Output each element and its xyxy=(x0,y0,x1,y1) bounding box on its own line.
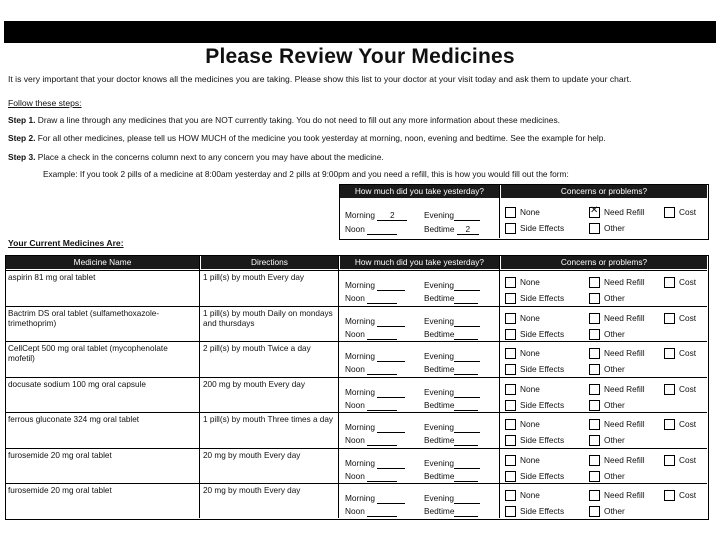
bedtime-field xyxy=(424,506,478,517)
evening-field xyxy=(424,458,480,469)
cost-checkbox[interactable] xyxy=(664,277,675,288)
bedtime-label: Bedtime xyxy=(424,470,455,481)
none-checkbox[interactable] xyxy=(505,419,516,430)
side-effects-label: Side Effects xyxy=(520,293,565,303)
example-concerns-header: Concerns or problems? xyxy=(501,185,707,198)
evening-label: Evening xyxy=(424,457,454,468)
none-label: None xyxy=(520,277,540,287)
need-refill-label: Need Refill xyxy=(604,454,645,465)
morning-input[interactable] xyxy=(377,422,405,433)
column-divider xyxy=(199,256,200,518)
other-label: Other xyxy=(604,435,625,445)
step-text: Draw a line through any medicines that you are NOT currently taking. You do not need to fill out any more information about these medicines. xyxy=(37,115,560,125)
none-checkbox[interactable] xyxy=(505,384,516,395)
other-checkbox[interactable] xyxy=(589,329,600,340)
bedtime-input[interactable] xyxy=(454,364,478,375)
bedtime-field xyxy=(424,435,478,446)
row-divider xyxy=(6,377,707,378)
example-bedtime xyxy=(424,224,479,235)
example-bedtime-label: Bedtime xyxy=(424,224,455,234)
step-text: Place a check in the concerns column next to any concern you may have about the medicine. xyxy=(37,152,384,162)
noon-field xyxy=(345,506,397,517)
morning-input[interactable] xyxy=(377,493,405,504)
cost-label: Cost xyxy=(679,348,697,358)
example-none-label: None xyxy=(520,207,540,217)
evening-label: Evening xyxy=(424,315,454,326)
noon-input[interactable] xyxy=(367,293,397,304)
evening-field xyxy=(424,351,480,362)
row-divider xyxy=(6,306,707,307)
none-checkbox[interactable] xyxy=(505,455,516,466)
step-1 xyxy=(8,115,560,125)
noon-input[interactable] xyxy=(367,506,397,517)
noon-input[interactable] xyxy=(367,435,397,446)
evening-input[interactable] xyxy=(454,493,480,504)
evening-label: Evening xyxy=(424,422,454,432)
medicine-name: docusate sodium 100 mg oral capsule xyxy=(8,379,146,389)
evening-field xyxy=(424,387,480,398)
other-checkbox[interactable] xyxy=(589,435,600,446)
morning-label: Morning xyxy=(345,315,375,326)
column-divider xyxy=(499,256,500,518)
evening-label: Evening xyxy=(424,280,454,290)
medicine-directions: 1 pill(s) by mouth Daily on mondays and thursdays xyxy=(203,308,333,328)
step-text: For all other medicines, please tell us HOW MUCH of the medicine you took yesterday at morning, noon, evening and bedtime. See the example for help. xyxy=(37,133,606,143)
row-divider xyxy=(6,341,707,342)
bedtime-input[interactable] xyxy=(454,329,478,340)
none-label: None xyxy=(520,348,540,358)
evening-input[interactable] xyxy=(454,351,480,362)
noon-input[interactable] xyxy=(367,329,397,340)
other-label: Other xyxy=(604,470,625,481)
example-morning-label: Morning xyxy=(345,210,375,220)
bedtime-field xyxy=(424,293,478,304)
current-medicines-title: Your Current Medicines Are: xyxy=(8,238,124,248)
other-checkbox[interactable] xyxy=(589,293,600,304)
morning-label: Morning xyxy=(345,386,375,397)
morning-label: Morning xyxy=(345,457,375,468)
noon-label: Noon xyxy=(345,399,365,410)
other-label: Other xyxy=(604,293,625,303)
example-need-refill-checkbox[interactable] xyxy=(589,207,600,218)
need-refill-label: Need Refill xyxy=(604,348,645,358)
morning-field xyxy=(345,493,405,504)
bedtime-input[interactable] xyxy=(454,506,478,517)
cost-label: Cost xyxy=(679,454,697,465)
evening-field xyxy=(424,280,480,291)
example-how-much-header: How much did you take yesterday? xyxy=(340,185,499,198)
noon-input[interactable] xyxy=(367,364,397,375)
header-concerns: Concerns or problems? xyxy=(501,256,707,269)
cost-checkbox[interactable] xyxy=(664,313,675,324)
medicine-name: Bactrim DS oral tablet (sulfamethoxazole-trimethoprim) xyxy=(8,308,160,328)
need-refill-label: Need Refill xyxy=(604,490,645,500)
cost-checkbox[interactable] xyxy=(664,384,675,395)
medicine-directions: 1 pill(s) by mouth Every day xyxy=(203,273,305,282)
medicine-name: furosemide 20 mg oral tablet xyxy=(8,450,112,460)
other-checkbox[interactable] xyxy=(589,400,600,411)
cost-label: Cost xyxy=(679,312,697,323)
noon-label: Noon xyxy=(345,328,365,339)
side-effects-label: Side Effects xyxy=(520,328,565,339)
morning-field xyxy=(345,316,405,327)
other-label: Other xyxy=(604,328,625,339)
morning-input[interactable] xyxy=(377,280,405,291)
morning-input[interactable] xyxy=(377,351,405,362)
bedtime-input[interactable] xyxy=(454,471,478,482)
need-refill-label: Need Refill xyxy=(604,419,645,429)
row-divider xyxy=(6,412,707,413)
step-label: Step 3. xyxy=(8,152,36,162)
noon-field xyxy=(345,329,397,340)
header-medicine-name: Medicine Name xyxy=(6,256,199,269)
bedtime-field xyxy=(424,471,478,482)
cost-checkbox[interactable] xyxy=(664,490,675,501)
other-checkbox[interactable] xyxy=(589,471,600,482)
side-effects-checkbox[interactable] xyxy=(505,471,516,482)
example-need-refill-label: Need Refill xyxy=(604,207,645,217)
bedtime-label: Bedtime xyxy=(424,293,455,303)
bedtime-label: Bedtime xyxy=(424,506,455,516)
cost-label: Cost xyxy=(679,383,697,394)
example-evening-blank xyxy=(454,210,480,221)
none-label: None xyxy=(520,312,540,323)
need-refill-checkbox[interactable] xyxy=(589,348,600,359)
bedtime-input[interactable] xyxy=(454,435,478,446)
side-effects-label: Side Effects xyxy=(520,364,565,374)
other-checkbox[interactable] xyxy=(589,506,600,517)
noon-input[interactable] xyxy=(367,471,397,482)
medicine-directions: 200 mg by mouth Every day xyxy=(203,379,305,389)
cost-checkbox[interactable] xyxy=(664,419,675,430)
evening-label: Evening xyxy=(424,386,454,397)
morning-input[interactable] xyxy=(377,458,405,469)
noon-field xyxy=(345,364,397,375)
example-cost-label: Cost xyxy=(679,207,697,217)
side-effects-checkbox[interactable] xyxy=(505,293,516,304)
example-morning xyxy=(345,210,407,221)
noon-field xyxy=(345,471,397,482)
example-evening-label: Evening xyxy=(424,210,454,220)
example-cost-checkbox[interactable] xyxy=(664,207,675,218)
step-label: Step 2. xyxy=(8,133,36,143)
other-checkbox[interactable] xyxy=(589,364,600,375)
side-effects-checkbox[interactable] xyxy=(505,364,516,375)
evening-label: Evening xyxy=(424,493,454,503)
medicine-directions: 1 pill(s) by mouth Three times a day xyxy=(203,415,333,424)
noon-field xyxy=(345,293,397,304)
morning-label: Morning xyxy=(345,351,375,361)
column-divider xyxy=(338,256,339,518)
bedtime-input[interactable] xyxy=(454,400,478,411)
morning-input[interactable] xyxy=(377,387,405,398)
side-effects-label: Side Effects xyxy=(520,506,565,516)
side-effects-checkbox[interactable] xyxy=(505,400,516,411)
side-effects-label: Side Effects xyxy=(520,435,565,445)
need-refill-label: Need Refill xyxy=(604,277,645,287)
example-side-effects-checkbox[interactable] xyxy=(505,223,516,234)
morning-label: Morning xyxy=(345,280,375,290)
cost-checkbox[interactable] xyxy=(664,455,675,466)
side-effects-label: Side Effects xyxy=(520,470,565,481)
noon-label: Noon xyxy=(345,506,365,516)
medicine-name: aspirin 81 mg oral tablet xyxy=(8,273,96,282)
none-label: None xyxy=(520,419,540,429)
noon-field xyxy=(345,400,397,411)
noon-input[interactable] xyxy=(367,400,397,411)
none-checkbox[interactable] xyxy=(505,490,516,501)
medicine-name: furosemide 20 mg oral tablet xyxy=(8,486,112,495)
intro-text: It is very important that your doctor knows all the medicines you are taking. Please show this list to your doctor at your visit today and ask them to update your chart. xyxy=(8,74,632,84)
row-divider xyxy=(6,270,707,271)
step-2 xyxy=(8,133,606,143)
need-refill-label: Need Refill xyxy=(604,383,645,394)
need-refill-label: Need Refill xyxy=(604,312,645,323)
medicine-name: CellCept 500 mg oral tablet (mycophenolate mofetil) xyxy=(8,344,168,363)
bedtime-label: Bedtime xyxy=(424,435,455,445)
morning-field xyxy=(345,351,405,362)
evening-label: Evening xyxy=(424,351,454,361)
bedtime-input[interactable] xyxy=(454,293,478,304)
example-noon xyxy=(345,224,397,235)
side-effects-label: Side Effects xyxy=(520,399,565,410)
none-label: None xyxy=(520,383,540,394)
example-other-label: Other xyxy=(604,223,625,233)
medicine-directions: 20 mg by mouth Every day xyxy=(203,486,301,495)
need-refill-checkbox[interactable] xyxy=(589,313,600,324)
morning-field xyxy=(345,458,405,469)
need-refill-checkbox[interactable] xyxy=(589,419,600,430)
evening-input[interactable] xyxy=(454,316,480,327)
example-divider xyxy=(499,185,500,238)
other-label: Other xyxy=(604,364,625,374)
evening-field xyxy=(424,493,480,504)
noon-label: Noon xyxy=(345,364,365,374)
need-refill-checkbox[interactable] xyxy=(589,455,600,466)
step-3 xyxy=(8,152,384,162)
noon-label: Noon xyxy=(345,470,365,481)
example-noon-blank xyxy=(367,224,397,235)
none-checkbox[interactable] xyxy=(505,348,516,359)
need-refill-checkbox[interactable] xyxy=(589,384,600,395)
bedtime-field xyxy=(424,329,478,340)
noon-label: Noon xyxy=(345,435,365,445)
none-label: None xyxy=(520,490,540,500)
follow-steps-heading: Follow these steps: xyxy=(8,98,82,108)
other-label: Other xyxy=(604,399,625,410)
none-checkbox[interactable] xyxy=(505,277,516,288)
page-title: Please Review Your Medicines xyxy=(205,45,515,68)
evening-input[interactable] xyxy=(454,387,480,398)
evening-input[interactable] xyxy=(454,458,480,469)
evening-input[interactable] xyxy=(454,422,480,433)
example-none-checkbox[interactable] xyxy=(505,207,516,218)
medicine-name: ferrous gluconate 324 mg oral tablet xyxy=(8,415,140,424)
need-refill-checkbox[interactable] xyxy=(589,490,600,501)
row-divider xyxy=(6,448,707,449)
header-directions: Directions xyxy=(201,256,338,269)
cost-label: Cost xyxy=(679,277,697,287)
morning-field xyxy=(345,422,405,433)
row-divider xyxy=(6,483,707,484)
morning-input[interactable] xyxy=(377,316,405,327)
bedtime-field xyxy=(424,400,478,411)
noon-label: Noon xyxy=(345,293,365,303)
side-effects-checkbox[interactable] xyxy=(505,506,516,517)
bedtime-label: Bedtime xyxy=(424,364,455,374)
example-other-checkbox[interactable] xyxy=(589,223,600,234)
bedtime-label: Bedtime xyxy=(424,328,455,339)
example-evening xyxy=(424,210,480,221)
bedtime-field xyxy=(424,364,478,375)
none-checkbox[interactable] xyxy=(505,313,516,324)
cost-label: Cost xyxy=(679,490,697,500)
side-effects-checkbox[interactable] xyxy=(505,329,516,340)
medicine-directions: 2 pill(s) by mouth Twice a day xyxy=(203,344,311,353)
example-morning-value: 2 xyxy=(377,210,407,221)
medicine-directions: 20 mg by mouth Every day xyxy=(203,450,301,460)
example-side-effects-label: Side Effects xyxy=(520,223,565,233)
evening-input[interactable] xyxy=(454,280,480,291)
cost-checkbox[interactable] xyxy=(664,348,675,359)
example-noon-label: Noon xyxy=(345,224,365,234)
bedtime-label: Bedtime xyxy=(424,399,455,410)
noon-field xyxy=(345,435,397,446)
need-refill-checkbox[interactable] xyxy=(589,277,600,288)
example-text: Example: If you took 2 pills of a medicine at 8:00am yesterday and 2 pills at 9:00pm and you need a refill, this is how you would fill out the form: xyxy=(43,169,569,179)
none-label: None xyxy=(520,454,540,465)
evening-field xyxy=(424,316,480,327)
morning-label: Morning xyxy=(345,422,375,432)
other-label: Other xyxy=(604,506,625,516)
step-label: Step 1. xyxy=(8,115,36,125)
side-effects-checkbox[interactable] xyxy=(505,435,516,446)
top-black-bar xyxy=(4,21,716,43)
morning-label: Morning xyxy=(345,493,375,503)
header-how-much: How much did you take yesterday? xyxy=(340,256,499,269)
morning-field xyxy=(345,280,405,291)
evening-field xyxy=(424,422,480,433)
cost-label: Cost xyxy=(679,419,697,429)
example-bedtime-value: 2 xyxy=(457,224,479,235)
morning-field xyxy=(345,387,405,398)
